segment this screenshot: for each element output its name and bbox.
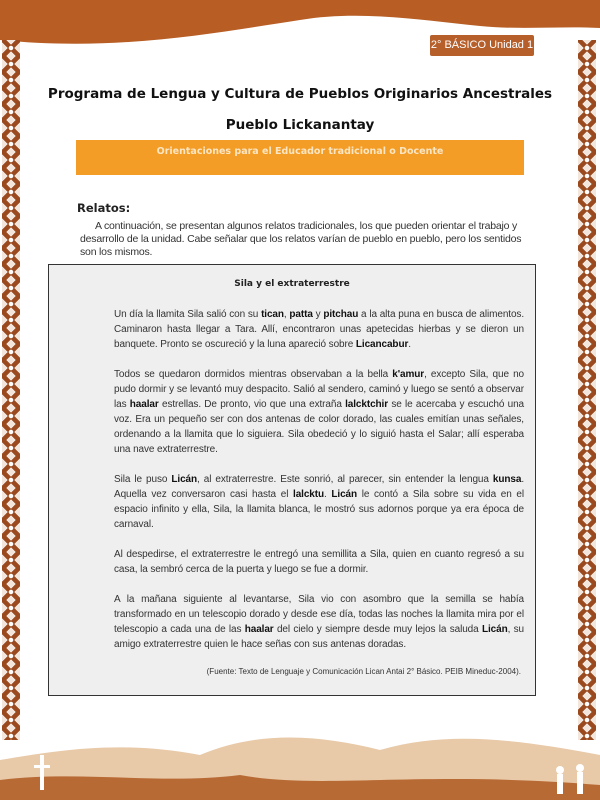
- kunza-term: haalar: [244, 624, 274, 635]
- page-title: Programa de Lengua y Cultura de Pueblos Originarios Ancestrales: [47, 86, 553, 102]
- kunza-term: haalar: [129, 399, 159, 410]
- story-text: , su amigo extraterrestre quien le hace señas con sus antenas doradas.: [114, 624, 524, 650]
- story-text: le contó a Sila sobre su vida en el espacio infinito y ella, Sila, la llamita blanca, le mostró sus adornos porque ya era época de carnaval.: [114, 489, 525, 530]
- story-paragraph: [114, 547, 524, 577]
- footer-landscape-illustration: [0, 700, 600, 800]
- story-text: Al despedirse, el extraterrestre le entregó una semillita a Sila, quien en cuanto regresó a su casa, la sembró cerca de la puerta y luego se fue a dormir.: [114, 549, 524, 575]
- intro-paragraph: A continuación, se presentan algunos relatos tradicionales, los que pueden orientar el trabajo y desarrollo de la unidad. Cabe señalar que los relatos varían de pueblo en pueblo, pero los sentidos son los mismos.: [80, 220, 522, 258]
- section-heading: Relatos:: [77, 201, 131, 215]
- story-source: (Fuente: Texto de Lenguaje y Comunicación Lican Antai 2° Básico. PEIB Mineduc-2004).: [206, 667, 521, 676]
- kunza-term: tican: [261, 309, 284, 320]
- story-text: ,: [283, 309, 290, 320]
- story-text: del cielo y siempre desde muy lejos la saluda: [273, 624, 482, 635]
- kunza-term: kunsa: [492, 474, 522, 485]
- story-body: [114, 307, 524, 652]
- story-text: .: [408, 339, 411, 350]
- story-text: Todos se quedaron dormidos mientras observaban a la bella: [114, 369, 393, 380]
- right-pattern-border: [578, 40, 596, 740]
- story-text: , al extraterrestre. Este sonrió, al parecer, sin entender la lengua: [197, 474, 493, 485]
- story-text: A la mañana siguiente al levantarse, Sila vio con asombro que la semilla se había transformado en un telescopio dorado y desde ese día, todas las noches la llamita mira por el telescopio a cada una de las: [114, 594, 524, 635]
- story-box: [48, 264, 536, 696]
- story-text: , excepto Sila, que no pudo dormir y se levantó muy despacito. Salió al sendero, caminó y luego se sentó a observar las: [114, 369, 524, 410]
- kunza-term: lalcktchir: [345, 399, 389, 410]
- story-paragraph: [114, 307, 524, 352]
- story-text: . Aquella vez conversaron casi hasta el: [114, 474, 524, 500]
- story-paragraph: [114, 472, 524, 532]
- kunza-term: patta: [289, 309, 313, 320]
- story-text: Sila le puso: [114, 474, 172, 485]
- story-text: se le acercaba y escuchó una voz. Era un pequeño ser con dos antenas de color dorado, las cuales emitían unas señales, ordenando a la llamita que lo siguiera. Sila obedeció y lo siguió hasta el Salar; allí esperaba una nave extraterrestre.: [114, 399, 524, 455]
- story-paragraph: [114, 592, 524, 652]
- story-text: estrellas. De pronto, vio que una extraña: [158, 399, 346, 410]
- grade-badge: 2° BÁSICO Unidad 1: [430, 35, 534, 56]
- left-pattern-border: [2, 40, 20, 740]
- kunza-term: Licán: [171, 474, 198, 485]
- story-text: a la alta puna en busca de alimentos. Caminaron hasta llegar a Tara. Allí, encontraron unas apetecidas hierbas y se dieron un banquete. Pronto se oscureció y la luna apareció sobre: [114, 309, 524, 350]
- story-paragraph: [114, 367, 524, 457]
- kunza-term: Licán: [481, 624, 508, 635]
- kunza-term: k'amur: [392, 369, 425, 380]
- story-text: y: [312, 309, 324, 320]
- kunza-term: Licancabur: [355, 339, 409, 350]
- story-text: Un día la llamita Sila salió con su: [114, 309, 262, 320]
- kunza-term: lalcktu: [293, 489, 325, 500]
- kunza-term: Licán: [331, 489, 358, 500]
- story-title: Sila y el extraterrestre: [234, 279, 350, 289]
- page-subtitle: Pueblo Lickanantay: [225, 117, 375, 133]
- section-banner: Orientaciones para el Educador tradicional o Docente: [76, 140, 524, 175]
- kunza-term: pitchau: [323, 309, 359, 320]
- story-text: .: [324, 489, 332, 500]
